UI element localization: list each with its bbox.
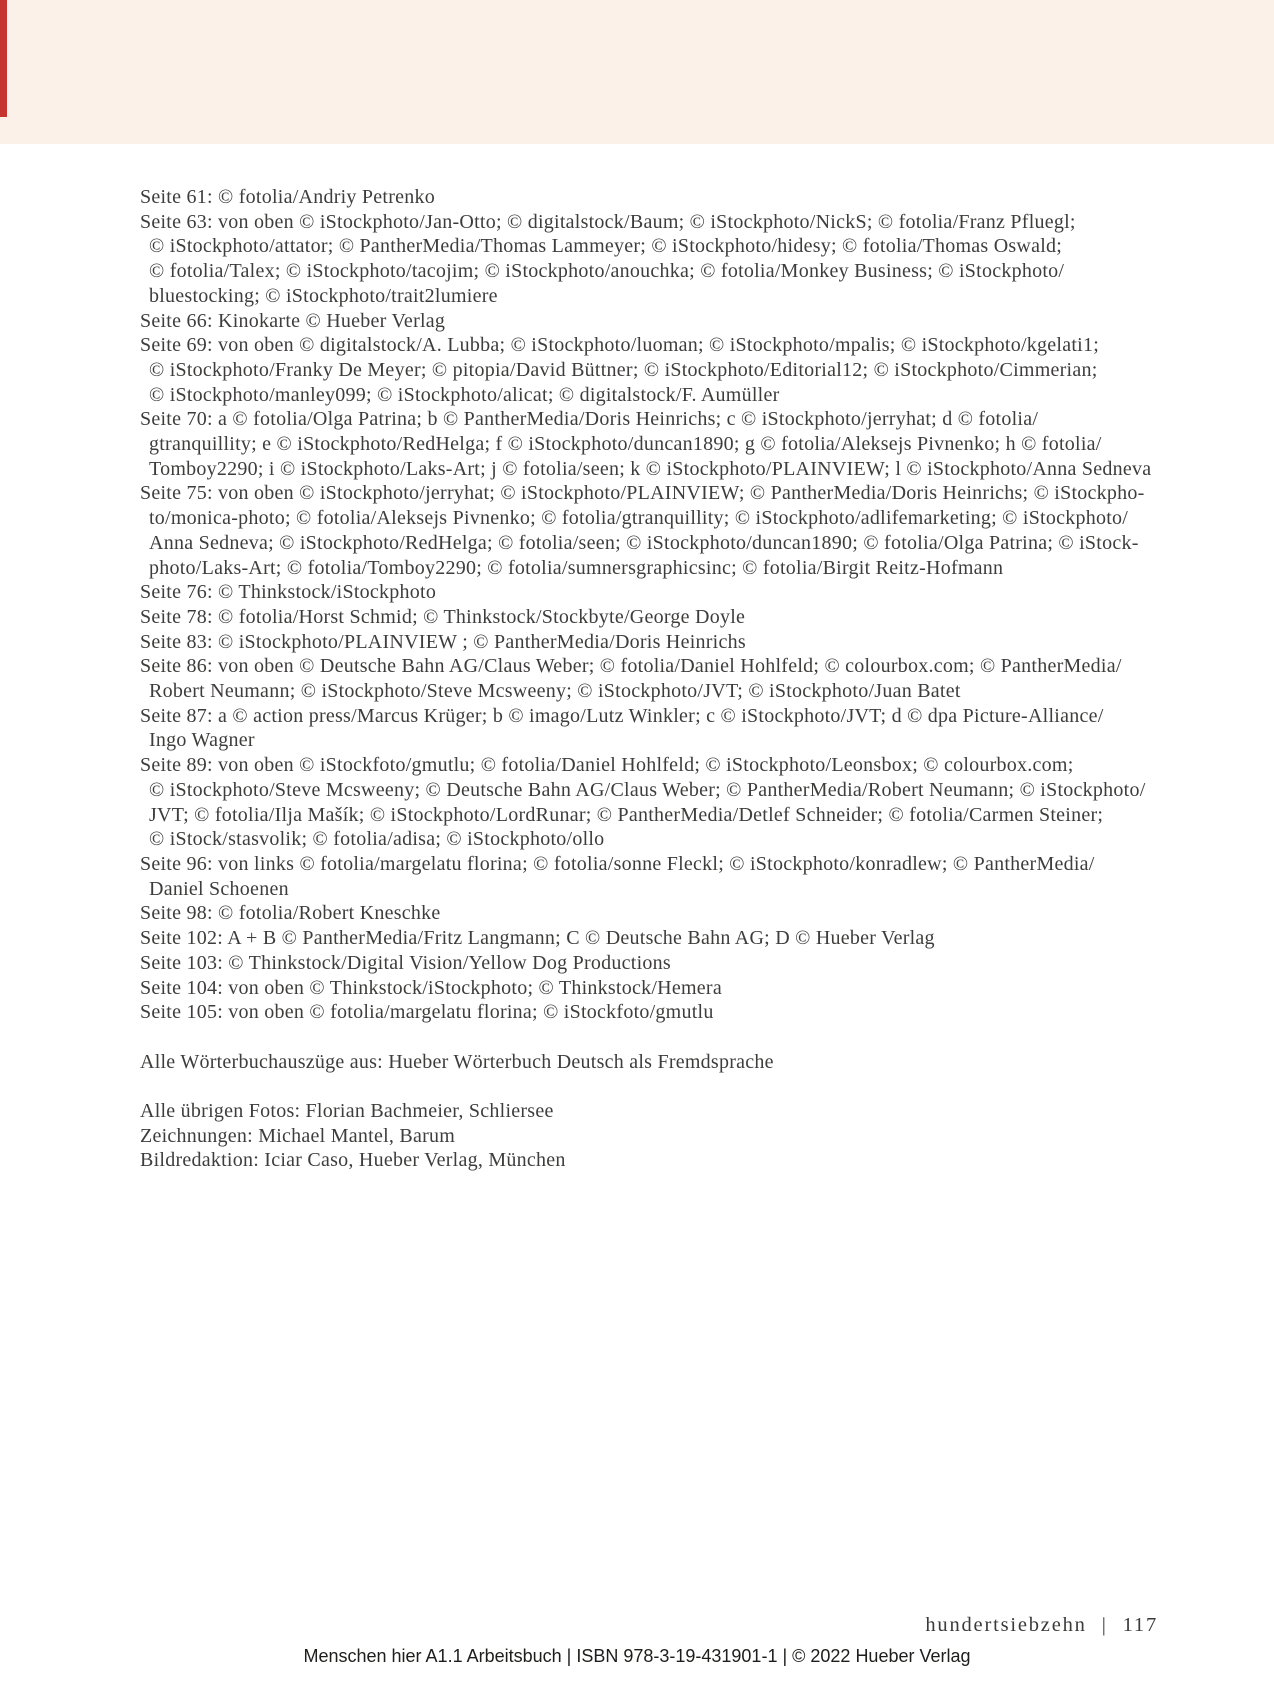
credit-line: Seite 102: A + B © PantherMedia/Fritz Langmann; C © Deutsche Bahn AG; D © Hueber Verlag: [140, 927, 935, 950]
credit-line: Seite 105: von oben © fotolia/margelatu florina; © iStockfoto/gmutlu: [140, 1001, 714, 1024]
footer-page-word: hundertsiebzehn: [925, 1614, 1087, 1636]
footer-separator: |: [1101, 1614, 1108, 1636]
credit-line: Seite 70: a © fotolia/Olga Patrina; b © PantherMedia/Doris Heinrichs; c © iStockphoto/jerryhat; d © fotolia/: [140, 408, 1039, 431]
credit-line: © iStockphoto/Steve Mcsweeny; © Deutsche Bahn AG/Claus Weber; © PantherMedia/Robert Neumann; © iStockphoto/: [149, 778, 1146, 801]
credits-list: [140, 185, 1162, 1025]
credit-line: Seite 89: von oben © iStockfoto/gmutlu; © fotolia/Daniel Hohlfeld; © iStockphoto/Leonsbox; © colourbox.com;: [140, 754, 1074, 777]
credit-line: © fotolia/Talex; © iStockphoto/tacojim; © iStockphoto/anouchka; © fotolia/Monkey Business; © iStockphoto/: [149, 260, 1065, 283]
picture-editing-note: Bildredaktion: Iciar Caso, Hueber Verlag, München: [140, 1149, 566, 1172]
credit-line: Daniel Schoenen: [149, 877, 289, 900]
credit-line: Tomboy2290; i © iStockphoto/Laks-Art; j © fotolia/seen; k © iStockphoto/PLAINVIEW; l © iStockphoto/Anna Sedneva: [149, 457, 1152, 480]
credit-line: Ingo Wagner: [149, 729, 255, 752]
credit-line: Seite 98: © fotolia/Robert Kneschke: [140, 902, 441, 925]
colophon-notes: [140, 1099, 1162, 1173]
credit-line: photo/Laks-Art; © fotolia/Tomboy2290; © fotolia/sumnersgraphicsinc; © fotolia/Birgit Reitz-Hofmann: [149, 556, 1004, 579]
credit-line: © iStockphoto/attator; © PantherMedia/Thomas Lammeyer; © iStockphoto/hidesy; © fotolia/Thomas Oswald;: [149, 235, 1063, 258]
credits-section: [140, 185, 1162, 1173]
credit-line: Seite 83: © iStockphoto/PLAINVIEW ; © PantherMedia/Doris Heinrichs: [140, 630, 746, 653]
credit-line: Seite 75: von oben © iStockphoto/jerryhat; © iStockphoto/PLAINVIEW; © PantherMedia/Doris Heinrichs; © iStockpho-: [140, 482, 1145, 505]
credit-line: gtranquillity; e © iStockphoto/RedHelga; f © iStockphoto/duncan1890; g © fotolia/Aleksejs Pivnenko; h © fotolia/: [149, 433, 1102, 456]
drawings-note: Zeichnungen: Michael Mantel, Barum: [140, 1124, 456, 1147]
credit-line: © iStockphoto/Franky De Meyer; © pitopia/David Büttner; © iStockphoto/Editorial12; © iStockphoto/Cimmerian;: [149, 358, 1098, 381]
credit-line: Seite 76: © Thinkstock/iStockphoto: [140, 581, 437, 604]
dictionary-note: Alle Wörterbuchauszüge aus: Hueber Wörterbuch Deutsch als Fremdsprache: [140, 1050, 774, 1073]
footer-page-number: 117: [1122, 1614, 1158, 1636]
credit-line: © iStockphoto/manley099; © iStockphoto/alicat; © digitalstock/F. Aumüller: [149, 383, 780, 406]
credit-line: Seite 104: von oben © Thinkstock/iStockphoto; © Thinkstock/Hemera: [140, 976, 722, 999]
credit-line: Seite 96: von links © fotolia/margelatu florina; © fotolia/sonne Fleckl; © iStockphoto/konradlew; © PantherMedia/: [140, 852, 1095, 875]
credit-line: to/monica-photo; © fotolia/Aleksejs Pivnenko; © fotolia/gtranquillity; © iStockphoto/adlifemarketing; © iStockphoto/: [149, 507, 1129, 530]
header-band: [0, 0, 1274, 144]
credit-line: Seite 66: Kinokarte © Hueber Verlag: [140, 309, 446, 332]
credit-line: Seite 103: © Thinkstock/Digital Vision/Yellow Dog Productions: [140, 951, 671, 974]
credit-line: Anna Sedneva; © iStockphoto/RedHelga; © fotolia/seen; © iStockphoto/duncan1890; © fotolia/Olga Patrina; © iStock-: [149, 531, 1139, 554]
credit-line: Seite 69: von oben © digitalstock/A. Lubba; © iStockphoto/luoman; © iStockphoto/mpalis; © iStockphoto/kgelati1;: [140, 334, 1100, 357]
credit-line: Seite 86: von oben © Deutsche Bahn AG/Claus Weber; © fotolia/Daniel Hohlfeld; © colourbox.com; © PantherMedia/: [140, 655, 1122, 678]
credit-line: Seite 87: a © action press/Marcus Krüger; b © imago/Lutz Winkler; c © iStockphoto/JVT; d © dpa Picture-Alliance/: [140, 704, 1104, 727]
credit-line: bluestocking; © iStockphoto/trait2lumiere: [149, 284, 498, 307]
credit-line: JVT; © fotolia/Ilja Mašík; © iStockphoto/LordRunar; © PantherMedia/Detlef Schneider; © fotolia/Carmen Steiner;: [149, 803, 1104, 826]
credit-line: © iStock/stasvolik; © fotolia/adisa; © iStockphoto/ollo: [149, 828, 605, 851]
credit-line: Robert Neumann; © iStockphoto/Steve Mcsweeny; © iStockphoto/JVT; © iStockphoto/Juan Batet: [149, 680, 961, 703]
photos-note: Alle übrigen Fotos: Florian Bachmeier, Schliersee: [140, 1099, 554, 1122]
credit-line: Seite 63: von oben © iStockphoto/Jan-Otto; © digitalstock/Baum; © iStockphoto/NickS; © fotolia/Franz Pfluegl;: [140, 210, 1076, 233]
footer-imprint: Menschen hier A1.1 Arbeitsbuch | ISBN 978-3-19-431901-1 | © 2022 Hueber Verlag: [303, 1646, 971, 1666]
footer-page-line: [925, 1613, 1158, 1638]
credit-line: Seite 78: © fotolia/Horst Schmid; © Thinkstock/Stockbyte/George Doyle: [140, 605, 746, 628]
red-accent-bar: [0, 0, 7, 117]
credit-line: Seite 61: © fotolia/Andriy Petrenko: [140, 186, 436, 208]
